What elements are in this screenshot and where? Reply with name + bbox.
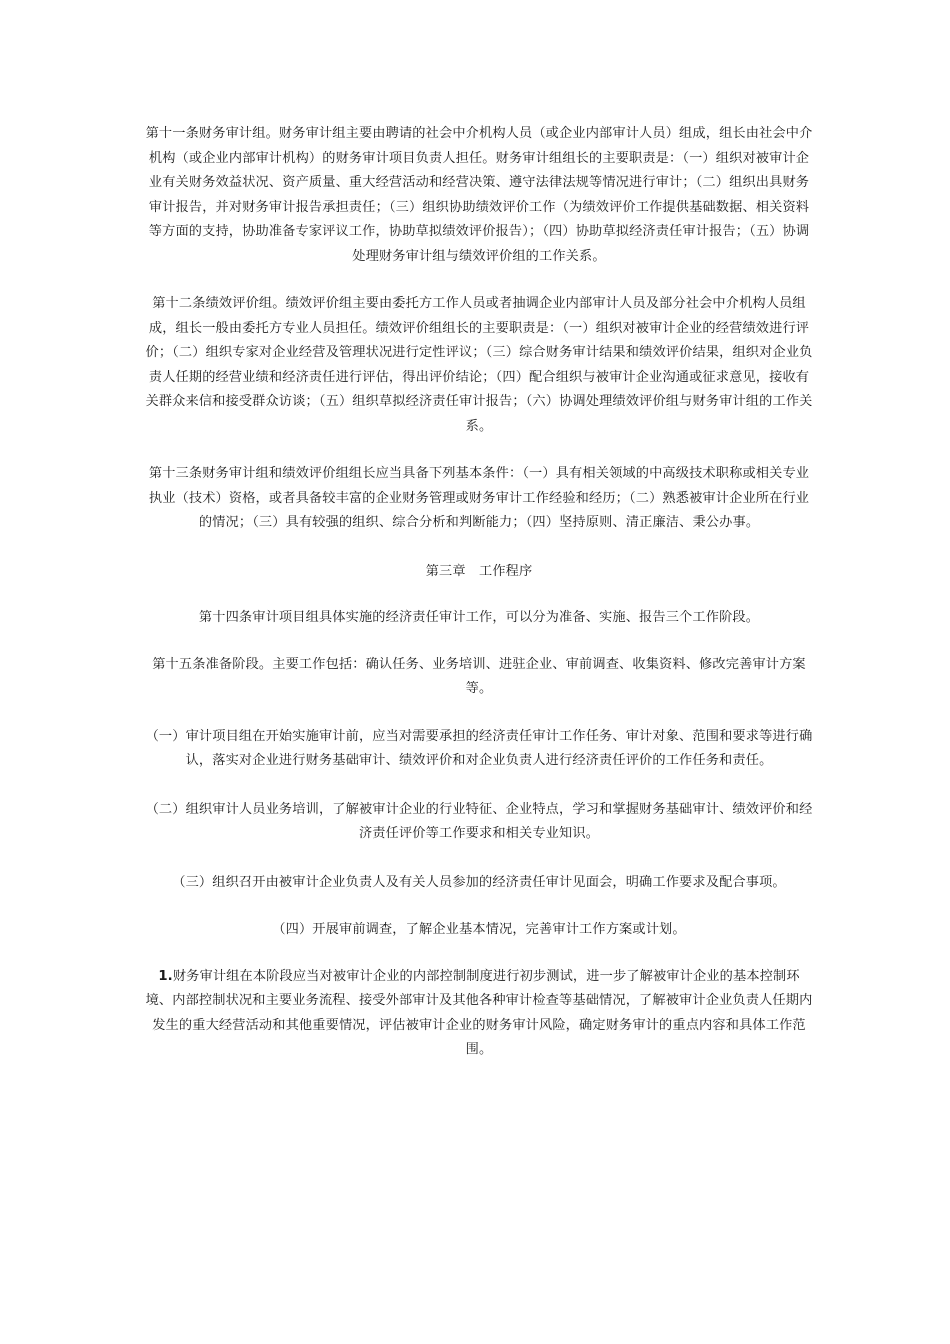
preparation-item-2: （二）组织审计人员业务培训，了解被审计企业的行业特征、企业特点，学习和掌握财务基础审计、绩效评价和经济责任评价等工作要求和相关专业知识。 [145, 801, 813, 841]
article-13-paragraph: 第十三条财务审计组和绩效评价组组长应当具备下列基本条件：（一）具有相关领域的中高级技术职称或相关专业执业（技术）资格，或者具备较丰富的企业财务管理或财务审计工作经验和经历；（二）熟悉被审计企业所在行业的情况；（三）具有较强的组织、综合分析和判断能力；（四）坚持原则、清正廉洁、秉公办事。 [148, 466, 810, 530]
sub-item-1-number: 1. [158, 968, 173, 984]
article-12-paragraph: 第十二条绩效评价组。绩效评价组主要由委托方工作人员或者抽调企业内部审计人员及部分社会中介机构人员组成，组长一般由委托方专业人员担任。绩效评价组组长的主要职责是：（一）组织对被审计企业的经营绩效进行评价；（二）组织专家对企业经营及管理状况进行定性评议；（三）综合财务审计结果和绩效评价结果，组织对企业负责人任期的经营业绩和经济责任进行评估，得出评价结论；（四）配合组织与被审计企业沟通或征求意见，接收有关群众来信和接受群众访谈；（五）组织草拟经济责任审计报告；（六）协调处理绩效评价组与财务审计组的工作关系。 [145, 296, 813, 434]
article-15-paragraph: 第十五条准备阶段。主要工作包括：确认任务、业务培训、进驻企业、审前调查、收集资料、修改完善审计方案等。 [152, 656, 806, 696]
sub-item-1-paragraph [145, 965, 813, 1063]
preparation-item-4: （四）开展审前调查，了解企业基本情况，完善审计工作方案或计划。 [272, 922, 686, 937]
article-14-paragraph: 第十四条审计项目组具体实施的经济责任审计工作，可以分为准备、实施、报告三个工作阶段。 [198, 610, 760, 625]
preparation-item-3: （三）组织召开由被审计企业负责人及有关人员参加的经济责任审计见面会，明确工作要求及配合事项。 [172, 874, 786, 890]
sub-item-1-text: 财务审计组在本阶段应当对被审计企业的内部控制制度进行初步测试，进一步了解被审计企业的基本控制环境、内部控制状况和主要业务流程、接受外部审计及其他各种审计检查等基础情况，了解被审计企业负责人任期内发生的重大经营活动和其他重要情况，评估被审计企业的财务审计风险，确定财务审计的重点内容和具体工作范围。 [145, 968, 813, 1057]
preparation-item-1: （一）审计项目组在开始实施审计前，应当对需要承担的经济责任审计工作任务、审计对象、范围和要求等进行确认，落实对企业进行财务基础审计、绩效评价和对企业负责人进行经济责任评价的工作任务和责任。 [145, 728, 813, 768]
article-11-paragraph: 第十一条财务审计组。财务审计组主要由聘请的社会中介机构人员（或企业内部审计人员）组成，组长由社会中介机构（或企业内部审计机构）的财务审计项目负责人担任。财务审计组组长的主要职责是：（一）组织对被审计企业有关财务效益状况、资产质量、重大经营活动和经营决策、遵守法律法规等情况进行审计；（二）组织出具财务审计报告，并对财务审计报告承担责任；（三）组织协助绩效评价工作（为绩效评价工作提供基础数据、相关资料等方面的支持，协助准备专家评议工作，协助草拟绩效评价报告）；（四）协助草拟经济责任审计报告；（五）协调处理财务审计组与绩效评价组的工作关系。 [145, 126, 813, 264]
document-body [145, 122, 813, 1063]
chapter-3-heading: 第三章 工作程序 [425, 563, 533, 579]
